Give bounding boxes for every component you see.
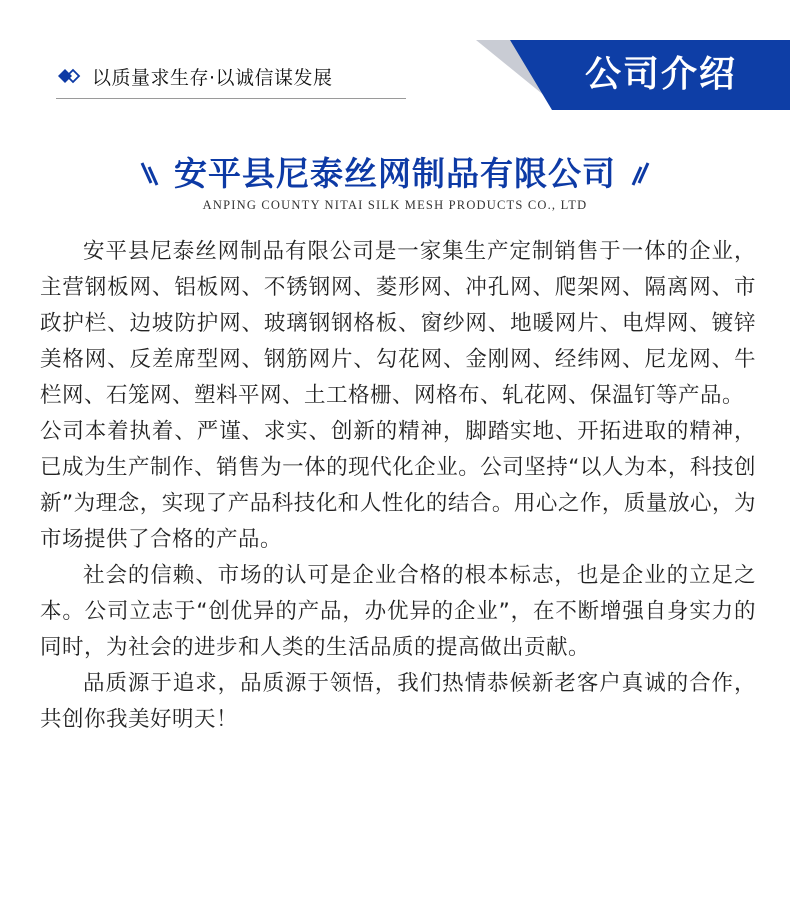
right-slash-ornament-icon [628, 155, 656, 189]
intro-paragraph-4: 品质源于追求，品质源于领悟，我们热情恭候新老客户真诚的合作，共创你我美好明天！ [40, 671, 756, 732]
slogan-row [56, 58, 406, 94]
section-banner [476, 40, 790, 110]
diamond-bullet-icon [56, 66, 82, 86]
company-name: 安平县尼泰丝网制品有限公司 [174, 154, 616, 193]
intro-paragraph-2: 公司本着执着、严谨、求实、创新的精神，脚踏实地、开拓进取的精神，已成为生产制作、销售为一体的现代化企业。公司坚持“以人为本，科技创新”为理念，实现了产品科技化和人性化的结合。用心之作，质量放心，为市场提供了合格的产品。 [40, 419, 756, 552]
intro-paragraph-3: 社会的信赖、市场的认可是企业合格的根本标志，也是企业的立足之本。公司立志于“创优异的产品，办优异的企业”，在不断增强自身实力的同时，为社会的进步和人类的生活品质的提高做出贡献。 [40, 563, 756, 660]
intro-paragraph-1: 安平县尼泰丝网制品有限公司是一家集生产定制销售于一体的企业，主营钢板网、铝板网、不锈钢网、菱形网、冲孔网、爬架网、隔离网、市政护栏、边坡防护网、玻璃钢钢格板、窗纱网、地暖网片、电焊网、镀锌美格网、反差席型网、钢筋网片、勾花网、金刚网、经纬网、尼龙网、牛栏网、石笼网、塑料平网、土工格栅、网格布、轧花网、保温钉等产品。 [40, 239, 756, 408]
company-heading [0, 148, 790, 195]
slogan-text: 以质量求生存·以诚信谋发展 [92, 66, 333, 89]
slogan-underline [56, 98, 406, 99]
company-name-english: ANPING COUNTY NITAI SILK MESH PRODUCTS CO., LTD [202, 198, 588, 212]
intro-content [40, 234, 756, 738]
banner-title: 公司介绍 [584, 54, 737, 95]
slogan-header [56, 58, 406, 99]
left-slash-ornament-icon [134, 155, 162, 189]
